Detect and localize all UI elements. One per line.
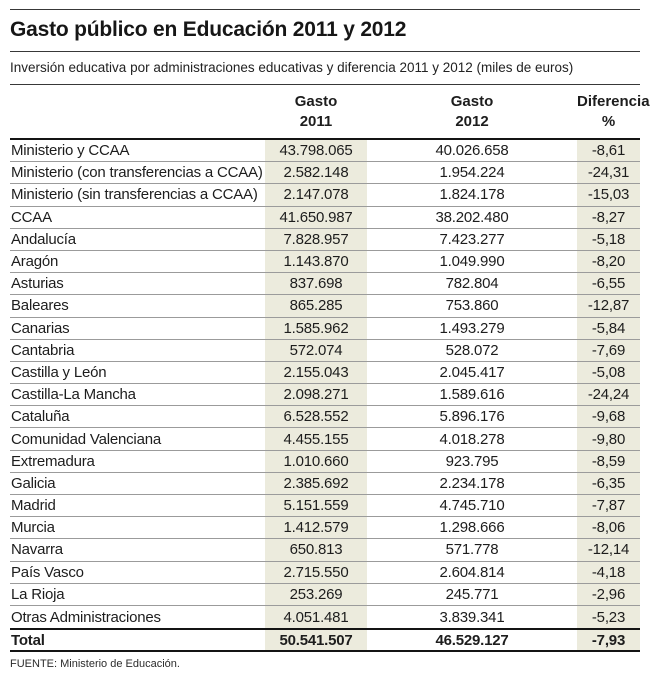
table-row	[10, 539, 640, 561]
diferencia-value: -9,80	[577, 428, 640, 449]
table-row	[10, 318, 640, 340]
diferencia-value: -12,14	[577, 539, 640, 560]
row-label: Total	[11, 631, 45, 649]
table-body	[10, 140, 640, 652]
diferencia-value: -8,61	[577, 140, 640, 161]
gasto-2011-value: 2.098.271	[265, 384, 367, 405]
table-row	[10, 140, 640, 162]
gasto-2011-value: 6.528.552	[265, 406, 367, 427]
table-row	[10, 273, 640, 295]
row-label: Canarias	[11, 319, 70, 337]
row-label: País Vasco	[11, 563, 84, 581]
table-row	[10, 473, 640, 495]
row-label: Navarra	[11, 541, 63, 559]
gasto-2012-value: 4.018.278	[439, 430, 505, 448]
gasto-2011-value: 2.582.148	[265, 162, 367, 183]
row-label: Murcia	[11, 519, 55, 537]
gasto-2011-value: 4.455.155	[265, 428, 367, 449]
diferencia-value: -7,93	[577, 630, 640, 650]
diferencia-value: -5,84	[577, 318, 640, 339]
gasto-2012-value: 571.778	[445, 541, 499, 559]
diferencia-value: -6,55	[577, 273, 640, 294]
column-header-line1: Gasto	[450, 92, 494, 110]
diferencia-value: -24,31	[577, 162, 640, 183]
diferencia-value: -5,18	[577, 229, 640, 250]
diferencia-value: -8,06	[577, 517, 640, 538]
gasto-2011-value: 7.828.957	[265, 229, 367, 250]
table-row	[10, 428, 640, 450]
table-row	[10, 384, 640, 406]
row-label: La Rioja	[11, 585, 65, 603]
gasto-2011-value: 650.813	[265, 539, 367, 560]
row-label: Galicia	[11, 474, 56, 492]
row-label: Otras Administraciones	[11, 608, 161, 626]
row-label: Asturias	[11, 275, 64, 293]
gasto-2012-value: 1.954.224	[439, 164, 505, 182]
gasto-2011-value: 43.798.065	[265, 140, 367, 161]
gasto-2011-value: 1.143.870	[265, 251, 367, 272]
table-row	[10, 406, 640, 428]
diferencia-value: -7,87	[577, 495, 640, 516]
table-row	[10, 517, 640, 539]
gasto-2011-value: 41.650.987	[265, 207, 367, 228]
gasto-2012-value: 1.824.178	[439, 186, 505, 204]
diferencia-value: -4,18	[577, 562, 640, 583]
gasto-2012-value: 1.493.279	[439, 319, 505, 337]
diferencia-value: -7,69	[577, 340, 640, 361]
gasto-2011-value: 1.585.962	[265, 318, 367, 339]
diferencia-value: -8,27	[577, 207, 640, 228]
gasto-2012-value: 46.529.127	[435, 631, 509, 649]
gasto-2011-value: 1.412.579	[265, 517, 367, 538]
table-row	[10, 584, 640, 606]
table-row	[10, 340, 640, 362]
table-row	[10, 451, 640, 473]
column-header-line2: 2011	[299, 112, 333, 130]
gasto-2012-value: 1.589.616	[439, 386, 505, 404]
table-row	[10, 362, 640, 384]
row-label: Cantabria	[11, 341, 75, 359]
table-row	[10, 184, 640, 206]
row-label: CCAA	[11, 208, 52, 226]
column-header-diferencia	[577, 92, 650, 132]
row-label: Ministerio (sin transferencias a CCAA)	[11, 186, 258, 204]
gasto-2012-value: 1.049.990	[439, 253, 505, 271]
gasto-2011-value: 2.155.043	[265, 362, 367, 383]
diferencia-value: -5,08	[577, 362, 640, 383]
gasto-2011-value: 2.147.078	[265, 184, 367, 205]
row-label: Cataluña	[11, 408, 70, 426]
column-header-line2: 2012	[455, 112, 489, 130]
row-label: Andalucía	[11, 230, 76, 248]
gasto-2011-value: 572.074	[265, 340, 367, 361]
column-header-gasto-2012	[367, 92, 577, 132]
row-label: Comunidad Valenciana	[11, 430, 161, 448]
diferencia-value: -6,35	[577, 473, 640, 494]
table-row	[10, 295, 640, 317]
diferencia-value: -5,23	[577, 606, 640, 628]
diferencia-value: -12,87	[577, 295, 640, 316]
table-row	[10, 229, 640, 251]
row-label: Extremadura	[11, 452, 95, 470]
gasto-2011-value: 4.051.481	[265, 606, 367, 628]
gasto-2012-value: 7.423.277	[439, 230, 505, 248]
gasto-2012-value: 2.604.814	[439, 563, 505, 581]
gasto-2012-value: 5.896.176	[439, 408, 505, 426]
diferencia-value: -8,59	[577, 451, 640, 472]
gasto-2012-value: 3.839.341	[439, 608, 505, 626]
gasto-2012-value: 2.045.417	[439, 363, 505, 381]
diferencia-value: -15,03	[577, 184, 640, 205]
page-title: Gasto público en Educación 2011 y 2012	[10, 18, 407, 41]
diferencia-value: -2,96	[577, 584, 640, 605]
page-subtitle: Inversión educativa por administraciones educativas y diferencia 2011 y 2012 (miles de euros)	[10, 60, 574, 75]
table-row	[10, 606, 640, 628]
table-row	[10, 162, 640, 184]
gasto-2011-value: 5.151.559	[265, 495, 367, 516]
table-total-row	[10, 628, 640, 652]
gasto-2012-value: 245.771	[445, 585, 499, 603]
row-label: Ministerio y CCAA	[11, 142, 130, 160]
row-label: Castilla y León	[11, 363, 107, 381]
gasto-2011-value: 837.698	[265, 273, 367, 294]
row-label: Castilla-La Mancha	[11, 386, 136, 404]
gasto-2012-value: 753.860	[445, 297, 499, 315]
gasto-2012-value: 4.745.710	[439, 497, 505, 515]
gasto-2012-value: 528.072	[445, 341, 499, 359]
gasto-2011-value: 2.385.692	[265, 473, 367, 494]
column-header-gasto-2011	[265, 92, 367, 132]
gasto-2011-value: 50.541.507	[265, 630, 367, 650]
diferencia-value: -9,68	[577, 406, 640, 427]
gasto-2012-value: 40.026.658	[435, 142, 509, 160]
gasto-2012-value: 38.202.480	[435, 208, 509, 226]
infographic-page	[0, 9, 650, 670]
gasto-2011-value: 1.010.660	[265, 451, 367, 472]
row-label: Ministerio (con transferencias a CCAA)	[11, 164, 263, 182]
gasto-2012-value: 1.298.666	[439, 519, 505, 537]
gasto-2012-value: 923.795	[445, 452, 499, 470]
table-row	[10, 495, 640, 517]
gasto-2012-value: 2.234.178	[439, 474, 505, 492]
table-header-row	[10, 85, 650, 140]
row-label: Baleares	[11, 297, 69, 315]
diferencia-value: -24,24	[577, 384, 640, 405]
table-row	[10, 207, 640, 229]
table-row	[10, 251, 640, 273]
gasto-2011-value: 865.285	[265, 295, 367, 316]
row-label: Aragón	[11, 253, 59, 271]
table-row	[10, 562, 640, 584]
source-note: FUENTE: Ministerio de Educación.	[10, 658, 180, 671]
gasto-2011-value: 2.715.550	[265, 562, 367, 583]
gasto-2012-value: 782.804	[445, 275, 499, 293]
column-header-line2: %	[601, 112, 616, 130]
row-label: Madrid	[11, 497, 56, 515]
column-header-line1: Diferencia	[577, 92, 650, 110]
diferencia-value: -8,20	[577, 251, 640, 272]
gasto-2011-value: 253.269	[265, 584, 367, 605]
column-header-line1: Gasto	[294, 92, 338, 110]
